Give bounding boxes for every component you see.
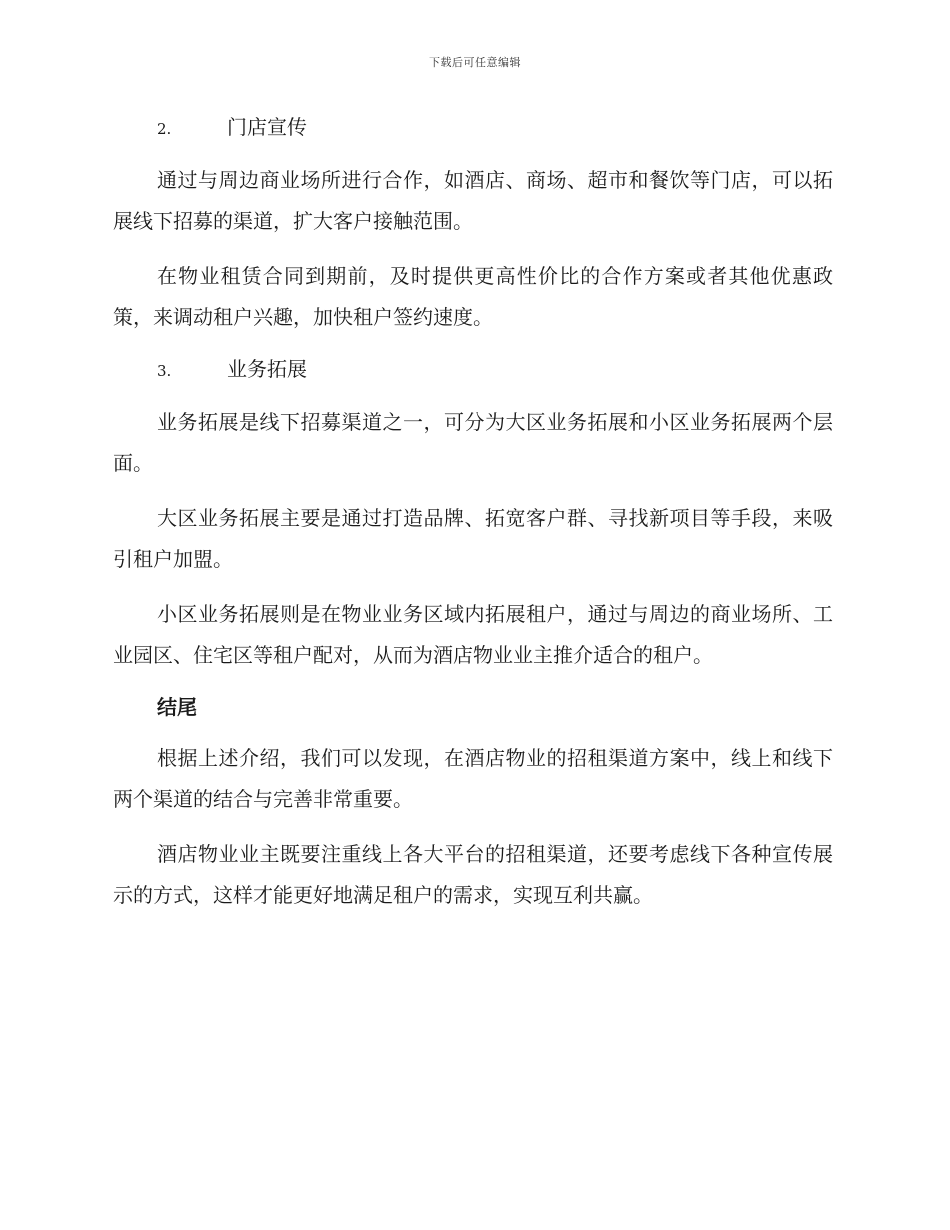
section-number: 3. xyxy=(157,362,172,380)
section-title-store-promotion xyxy=(113,110,833,146)
paragraph: 通过与周边商业场所进行合作，如酒店、商场、超市和餐饮等门店，可以拓展线下招募的渠道，扩大客户接触范围。 xyxy=(113,168,833,233)
paragraph: 根据上述介绍，我们可以发现，在酒店物业的招租渠道方案中，线上和线下两个渠道的结合与完善非常重要。 xyxy=(113,746,833,811)
paragraph: 酒店物业业主既要注重线上各大平台的招租渠道，还要考虑线下各种宣传展示的方式，这样才能更好地满足租户的需求，实现互利共赢。 xyxy=(113,842,833,907)
section-number: 2. xyxy=(157,120,172,138)
paragraph: 大区业务拓展主要是通过打造品牌、拓宽客户群、寻找新项目等手段，来吸引租户加盟。 xyxy=(113,506,833,571)
section-title-text: 门店宣传 xyxy=(227,115,307,139)
conclusion-heading: 结尾 xyxy=(157,695,197,719)
document-body xyxy=(113,110,833,930)
paragraph: 在物业租赁合同到期前，及时提供更高性价比的合作方案或者其他优惠政策，来调动租户兴趣，加快租户签约速度。 xyxy=(113,264,833,329)
section-title-text: 业务拓展 xyxy=(227,357,307,381)
paragraph: 业务拓展是线下招募渠道之一，可分为大区业务拓展和小区业务拓展两个层面。 xyxy=(113,410,833,475)
section-title-business-expansion xyxy=(113,352,833,388)
page-header-note: 下载后可任意编辑 xyxy=(429,56,521,69)
paragraph: 小区业务拓展则是在物业业务区域内拓展租户，通过与周边的商业场所、工业园区、住宅区等租户配对，从而为酒店物业业主推介适合的租户。 xyxy=(113,602,833,667)
